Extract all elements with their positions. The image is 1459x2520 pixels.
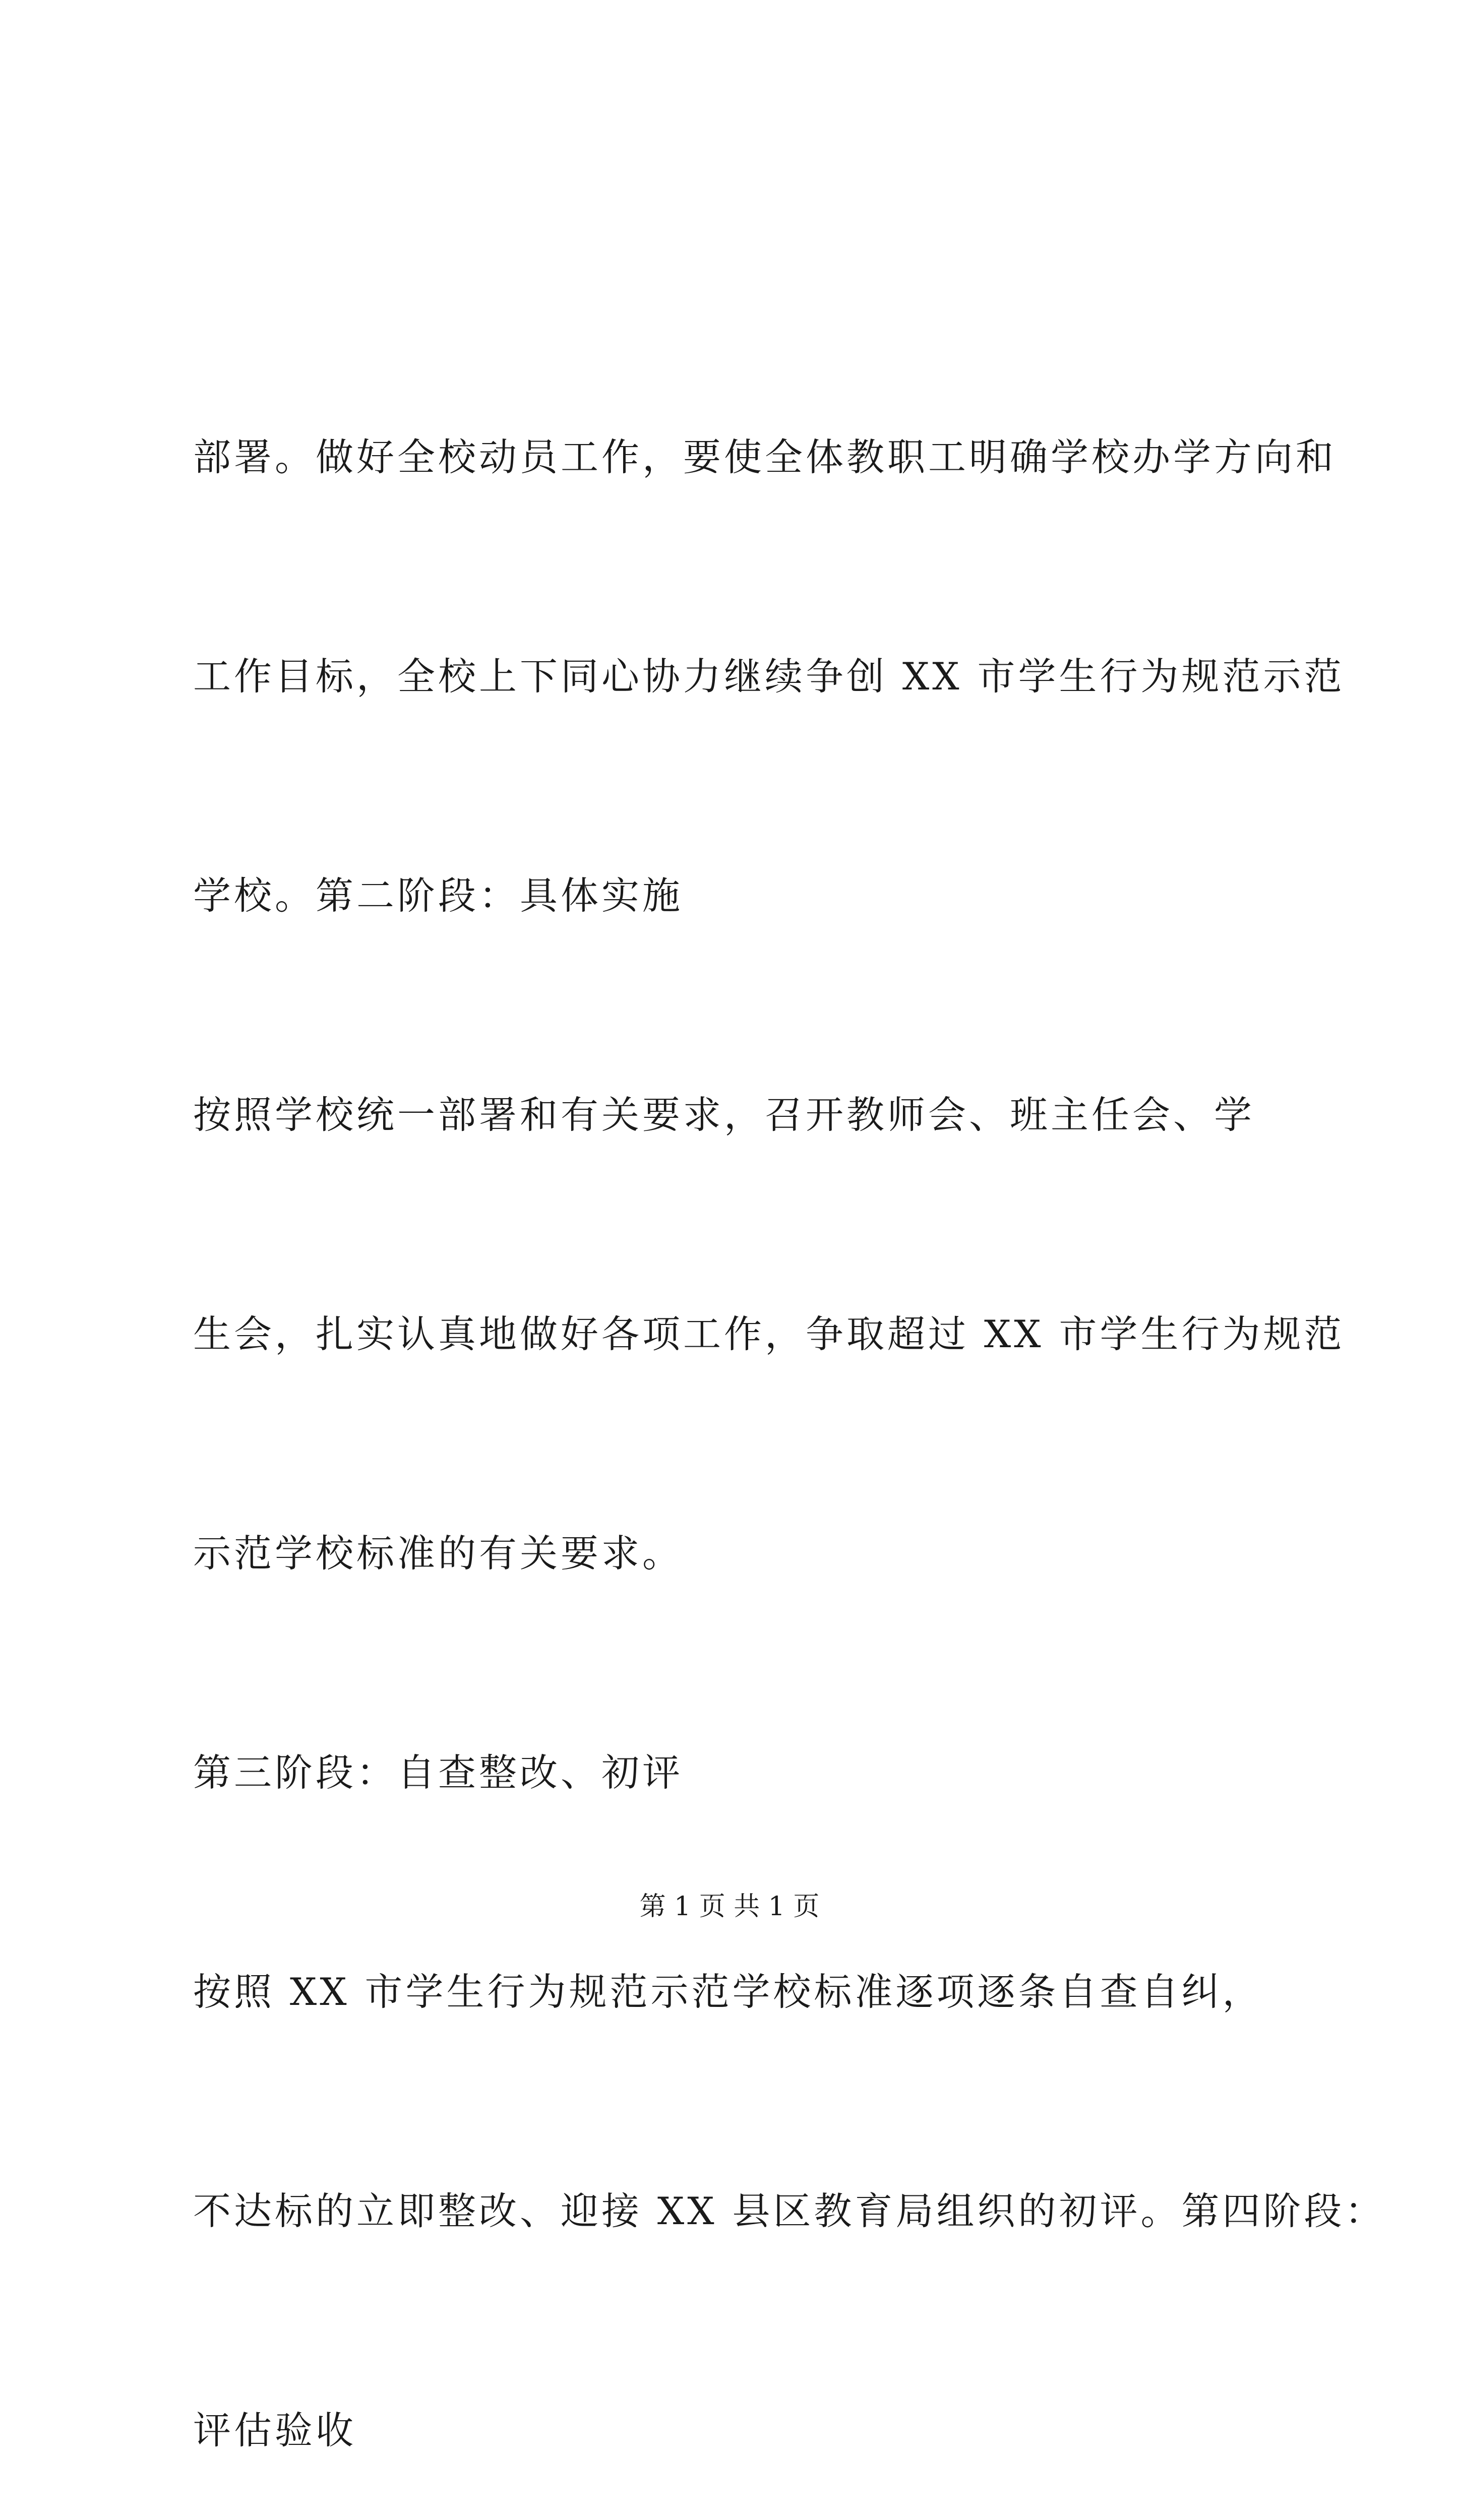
text-line: 示范学校标准的有关要求。	[193, 1531, 684, 1576]
page-number: 第 1 页 共 1 页	[639, 1892, 820, 1922]
text-line: 第三阶段：自查整改、初评	[193, 1750, 684, 1795]
text-line: 按照学校统一部署和有关要求，召开教师会、班主任会、学	[193, 1093, 1255, 1137]
text-line: 不达标的立即整改、迎接 XX 县区教育局组织的初评。第四阶段：	[193, 2189, 1386, 2233]
body-text	[193, 275, 1386, 2520]
text-line: 生会，扎实认真地做好各项工作，争取超过 XX 市学生行为规范	[193, 1312, 1345, 1356]
page-footer	[0, 1885, 1459, 1923]
text-line: 学校。第二阶段：具体实施	[193, 873, 684, 918]
text-line: 按照 XX 市学生行为规范示范学校标准逐项逐条自查自纠，	[193, 1970, 1263, 2014]
document-body	[193, 275, 1386, 2520]
text-line: 部署。做好全校动员工作，要使全体教职工明确学校办学方向和	[193, 435, 1337, 479]
text-line: 评估验收	[193, 2408, 357, 2452]
text-line: 工作目标，全校上下同心协力继续争创 XX 市学生行为规范示范	[193, 654, 1345, 699]
